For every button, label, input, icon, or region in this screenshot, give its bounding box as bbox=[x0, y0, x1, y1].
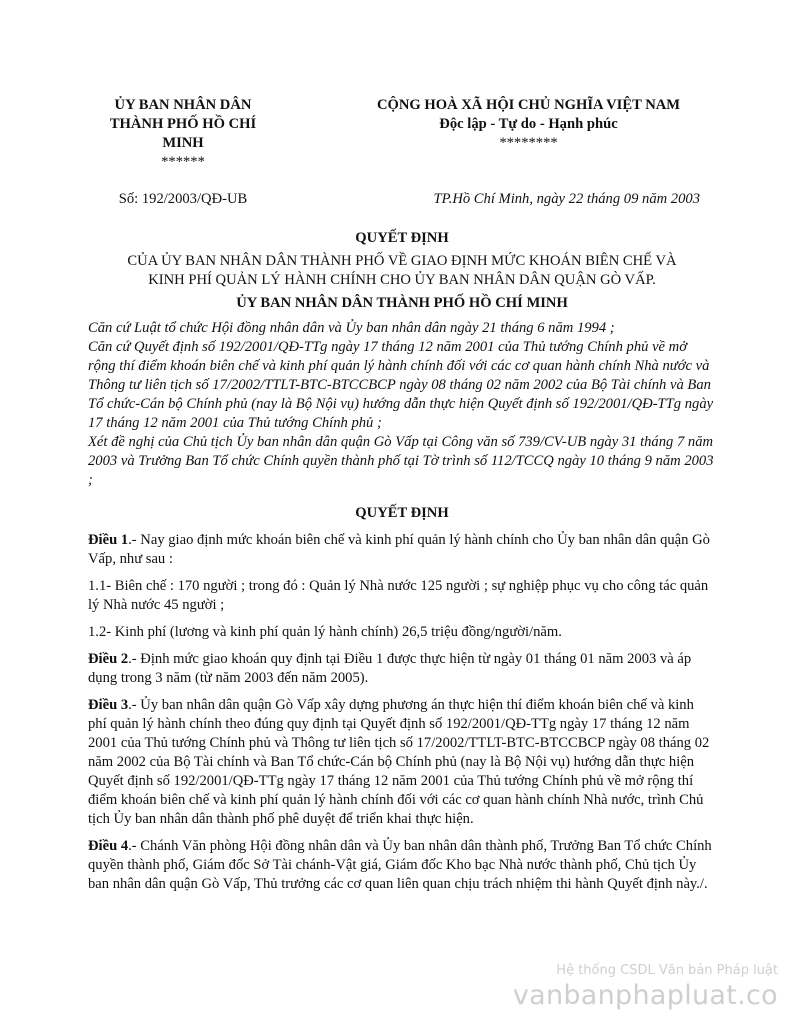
decision-heading: QUYẾT ĐỊNH bbox=[355, 505, 449, 521]
document-number: Số: 192/2003/QĐ-UB bbox=[118, 191, 248, 207]
basis-paragraph: Xét đề nghị của Chủ tịch Ủy ban nhân dân quận Gò Vấp tại Công văn số 739/CV-UB ngày 31 tháng 7 năm 2003 và Trưởng Ban Tổ chức Chính quyền thành phố tại Tờ trình số 112/TCCQ ngày 10 tháng 9 năm 2003 ; bbox=[88, 434, 714, 488]
agency-line: ỦY BAN NHÂN DÂN bbox=[114, 97, 252, 113]
article-1-2 bbox=[88, 623, 716, 642]
subtitle-line: KINH PHÍ QUẢN LÝ HÀNH CHÍNH CHO ỦY BAN NHÂN DÂN QUẬN GÒ VẤP. bbox=[148, 272, 656, 288]
article-text: .- Nay giao định mức khoán biên chế và kinh phí quản lý hành chính cho Ủy ban nhân dân quận Gò Vấp, như sau : bbox=[88, 532, 710, 567]
agency-line: THÀNH PHỐ HỒ CHÍ bbox=[109, 116, 257, 132]
document-date: TP.Hồ Chí Minh, ngày 22 tháng 09 năm 2003 bbox=[433, 191, 700, 207]
article-label: Điều 2 bbox=[88, 651, 129, 667]
article-label: Điều 4 bbox=[88, 838, 129, 854]
article-1-1 bbox=[88, 577, 716, 615]
country-name: CỘNG HOÀ XÃ HỘI CHỦ NGHĨA VIỆT NAM bbox=[376, 97, 681, 113]
issuer-heading: ỦY BAN NHÂN DÂN THÀNH PHỐ HỒ CHÍ MINH bbox=[236, 295, 568, 311]
watermark bbox=[513, 963, 778, 1013]
motto-stars: ******** bbox=[499, 135, 558, 151]
article-4 bbox=[88, 837, 716, 894]
article-text: .- Định mức giao khoán quy định tại Điều 1 được thực hiện từ ngày 01 tháng 01 năm 2003 và áp dụng trong 3 năm (từ năm 2003 đến năm 2005). bbox=[88, 651, 692, 686]
article-1 bbox=[88, 531, 716, 569]
document-title: QUYẾT ĐỊNH bbox=[355, 230, 449, 246]
legal-basis bbox=[88, 319, 716, 490]
article-2 bbox=[88, 650, 716, 688]
watermark-site: vanbanphapluat.co bbox=[512, 980, 778, 1011]
watermark-line: Hệ thống CSDL Văn bản Pháp luật bbox=[556, 963, 778, 978]
article-label: Điều 1 bbox=[88, 532, 129, 548]
national-motto bbox=[341, 96, 716, 172]
agency-line: MINH bbox=[162, 135, 204, 151]
document-header bbox=[88, 96, 716, 172]
document-page bbox=[88, 96, 716, 894]
article-label: Điều 3 bbox=[88, 697, 129, 713]
agency-stars: ****** bbox=[161, 154, 205, 170]
article-text: .- Chánh Văn phòng Hội đồng nhân dân và Ủy ban nhân dân thành phố, Trưởng Ban Tổ chức Chính quyền thành phố, Giám đốc Sở Tài chánh-Vật giá, Giám đốc Kho bạc Nhà nước thành phố, Chủ tịch Ủy ban nhân dân quận Gò Vấp, Thủ trưởng các cơ quan liên quan chịu trách nhiệm thi hành Quyết định này./. bbox=[88, 838, 712, 892]
basis-paragraph: Căn cứ Quyết định số 192/2001/QĐ-TTg ngày 17 tháng 12 năm 2001 của Thủ tướng Chính phủ về mở rộng thí điểm khoán biên chế và kinh phí quản lý hành chính đối với các cơ quan hành chính Nhà nước và Thông tư liên tịch số 17/2002/TTLT-BTC-BTCCBCP ngày 08 tháng 02 năm 2002 của Bộ Tài chính và Ban Tổ chức-Cán bộ Chính phủ (nay là Bộ Nội vụ) hướng dẫn thực hiện Quyết định số 192/2001/QĐ-TTg ngày 17 tháng 12 năm 2001 của Thủ tướng Chính phủ ; bbox=[88, 339, 714, 431]
article-text: 1.2- Kinh phí (lương và kinh phí quản lý hành chính) 26,5 triệu đồng/người/năm. bbox=[88, 624, 562, 640]
article-3 bbox=[88, 696, 716, 829]
issuing-agency bbox=[88, 96, 278, 172]
document-meta bbox=[88, 190, 716, 209]
article-text: .- Ủy ban nhân dân quận Gò Vấp xây dựng phương án thực hiện thí điểm khoán biên chế và kinh phí quản lý hành chính theo đúng quy định tại Quyết định số 192/2001/QĐ-TTg ngày 17 tháng 12 năm 2001 của Thủ tướng Chính phủ và Thông tư liên tịch số 17/2002/TTLT-BTC-BTCCBCP ngày 08 tháng 02 năm 2002 của Bộ Tài chính và Ban Tổ chức-Cán bộ Chính phủ (nay là Bộ Nội vụ) hướng dẫn thực hiện Quyết định số 192/2001/QĐ-TTg ngày 17 tháng 12 năm 2001 của Thủ tướng Chính phủ về mở rộng thí điểm khoán biên chế và kinh phí quản lý hành chính đối với các cơ quan hành chính Nhà nước, trình Chủ tịch Ủy ban nhân dân thành phố phê duyệt để triển khai thực hiện. bbox=[88, 697, 710, 827]
basis-paragraph: Căn cứ Luật tổ chức Hội đồng nhân dân và Ủy ban nhân dân ngày 21 tháng 6 năm 1994 ; bbox=[88, 320, 615, 336]
article-text: 1.1- Biên chế : 170 người ; trong đó : Quản lý Nhà nước 125 người ; sự nghiệp phục vụ cho công tác quản lý Nhà nước 45 người ; bbox=[88, 578, 709, 613]
motto: Độc lập - Tự do - Hạnh phúc bbox=[439, 116, 618, 132]
document-subtitle bbox=[88, 252, 716, 290]
subtitle-line: CỦA ỦY BAN NHÂN DÂN THÀNH PHỐ VỀ GIAO ĐỊNH MỨC KHOÁN BIÊN CHẾ VÀ bbox=[127, 253, 677, 269]
